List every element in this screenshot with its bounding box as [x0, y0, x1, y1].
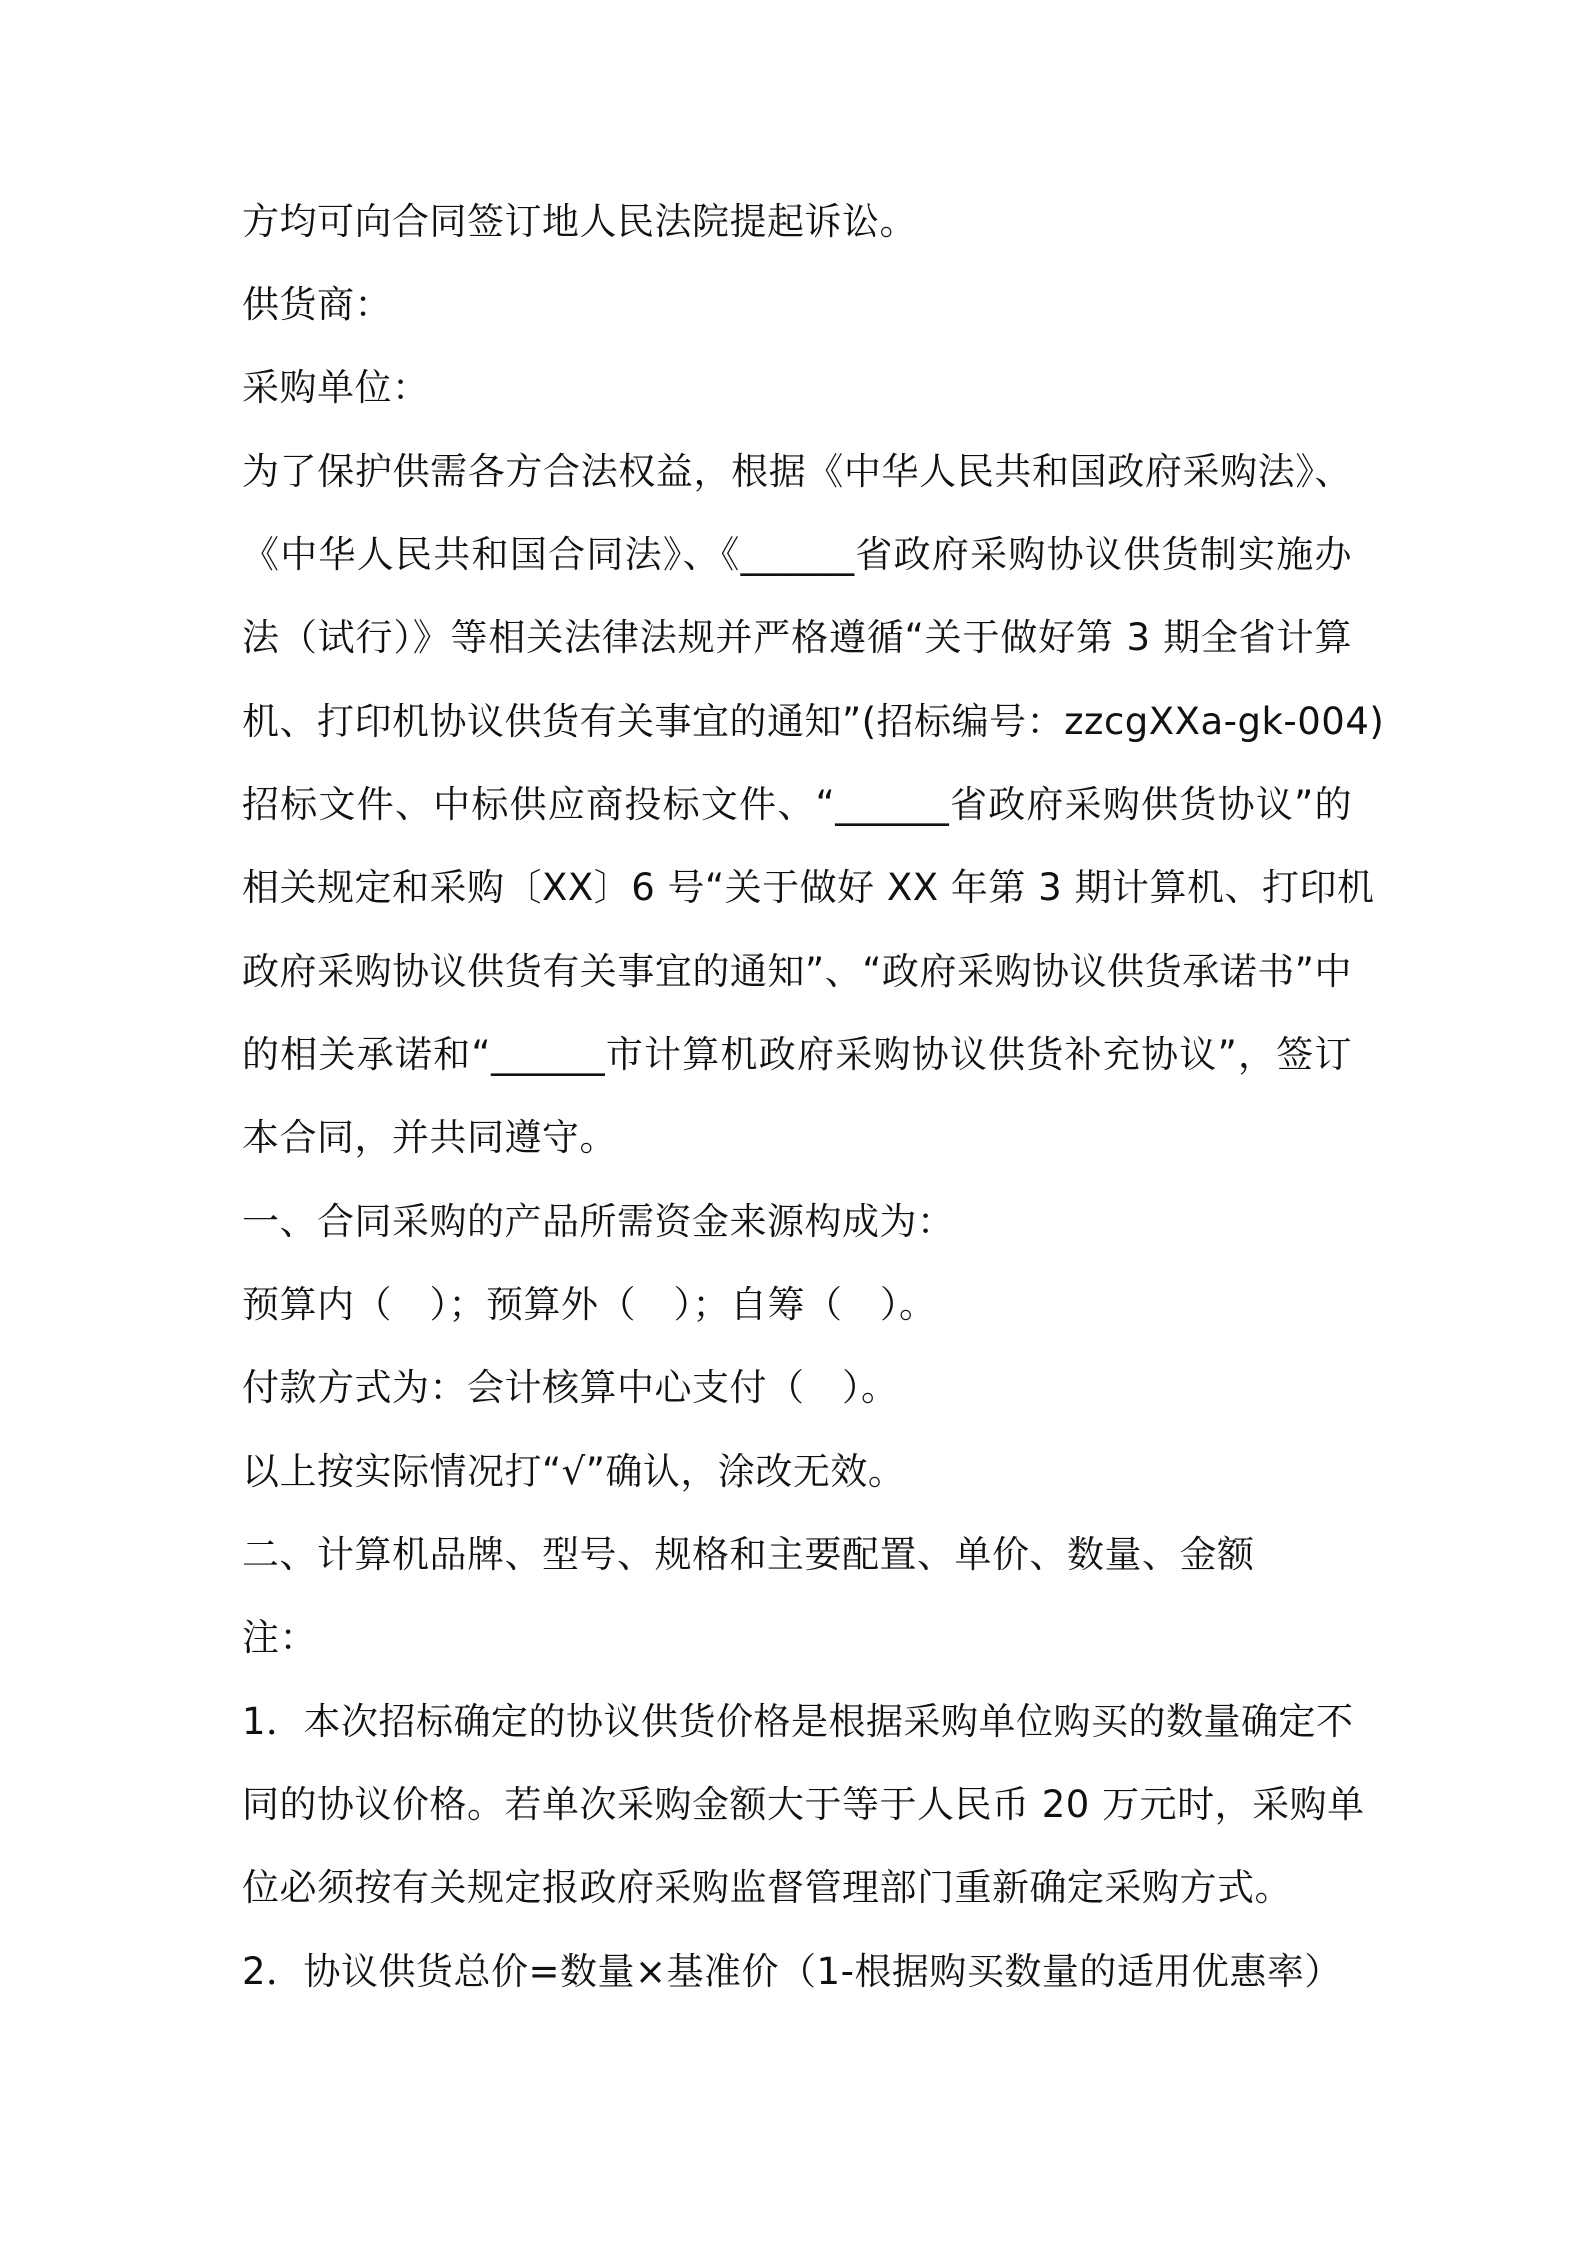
note-1-line-1: 1．本次招标确定的协议供货价格是根据采购单位购买的数量确定不	[242, 1700, 1354, 1743]
text-line-budget: 预算内（ ）；预算外（ ）；自筹（ ）。	[242, 1283, 937, 1326]
section-heading-2: 二、计算机品牌、型号、规格和主要配置、单价、数量、金额	[242, 1533, 1255, 1576]
text-line-6: 法（试行）》等相关法律法规并严格遵循“关于做好第 3 期全省计算	[242, 616, 1352, 659]
text-line-8: 招标文件、中标供应商投标文件、“______省政府采购供货协议”的	[242, 783, 1352, 826]
text-line-9: 相关规定和采购〔XX〕6 号“关于做好 XX 年第 3 期计算机、打印机	[242, 866, 1375, 909]
text-line-supplier: 供货商：	[242, 283, 392, 326]
text-line-7: 机、打印机协议供货有关事宜的通知”(招标编号：zzcgXXa-gk-004)	[242, 700, 1385, 743]
text-line-1: 方均可向合同签订地人民法院提起诉讼。	[242, 200, 917, 243]
text-line-11: 的相关承诺和“______市计算机政府采购协议供货补充协议”，签订	[242, 1033, 1352, 1076]
note-2-line-1: 2．协议供货总价=数量×基准价（1-根据购买数量的适用优惠率）	[242, 1950, 1342, 1993]
note-label: 注：	[242, 1616, 317, 1659]
note-1-line-2: 同的协议价格。若单次采购金额大于等于人民币 20 万元时，采购单	[242, 1783, 1365, 1826]
note-1-line-3: 位必须按有关规定报政府采购监督管理部门重新确定采购方式。	[242, 1866, 1292, 1909]
text-line-4: 为了保护供需各方合法权益，根据《中华人民共和国政府采购法》、	[242, 450, 1352, 493]
text-line-payment: 付款方式为：会计核算中心支付（ ）。	[242, 1366, 899, 1409]
text-line-5: 《中华人民共和国合同法》、《______省政府采购协议供货制实施办	[242, 533, 1352, 576]
text-line-confirm: 以上按实际情况打“√”确认，涂改无效。	[242, 1450, 906, 1493]
text-line-12: 本合同，并共同遵守。	[242, 1116, 617, 1159]
section-heading-1: 一、合同采购的产品所需资金来源构成为：	[242, 1200, 955, 1243]
text-line-10: 政府采购协议供货有关事宜的通知”、“政府采购协议供货承诺书”中	[242, 950, 1352, 993]
text-line-purchaser: 采购单位：	[242, 366, 430, 409]
